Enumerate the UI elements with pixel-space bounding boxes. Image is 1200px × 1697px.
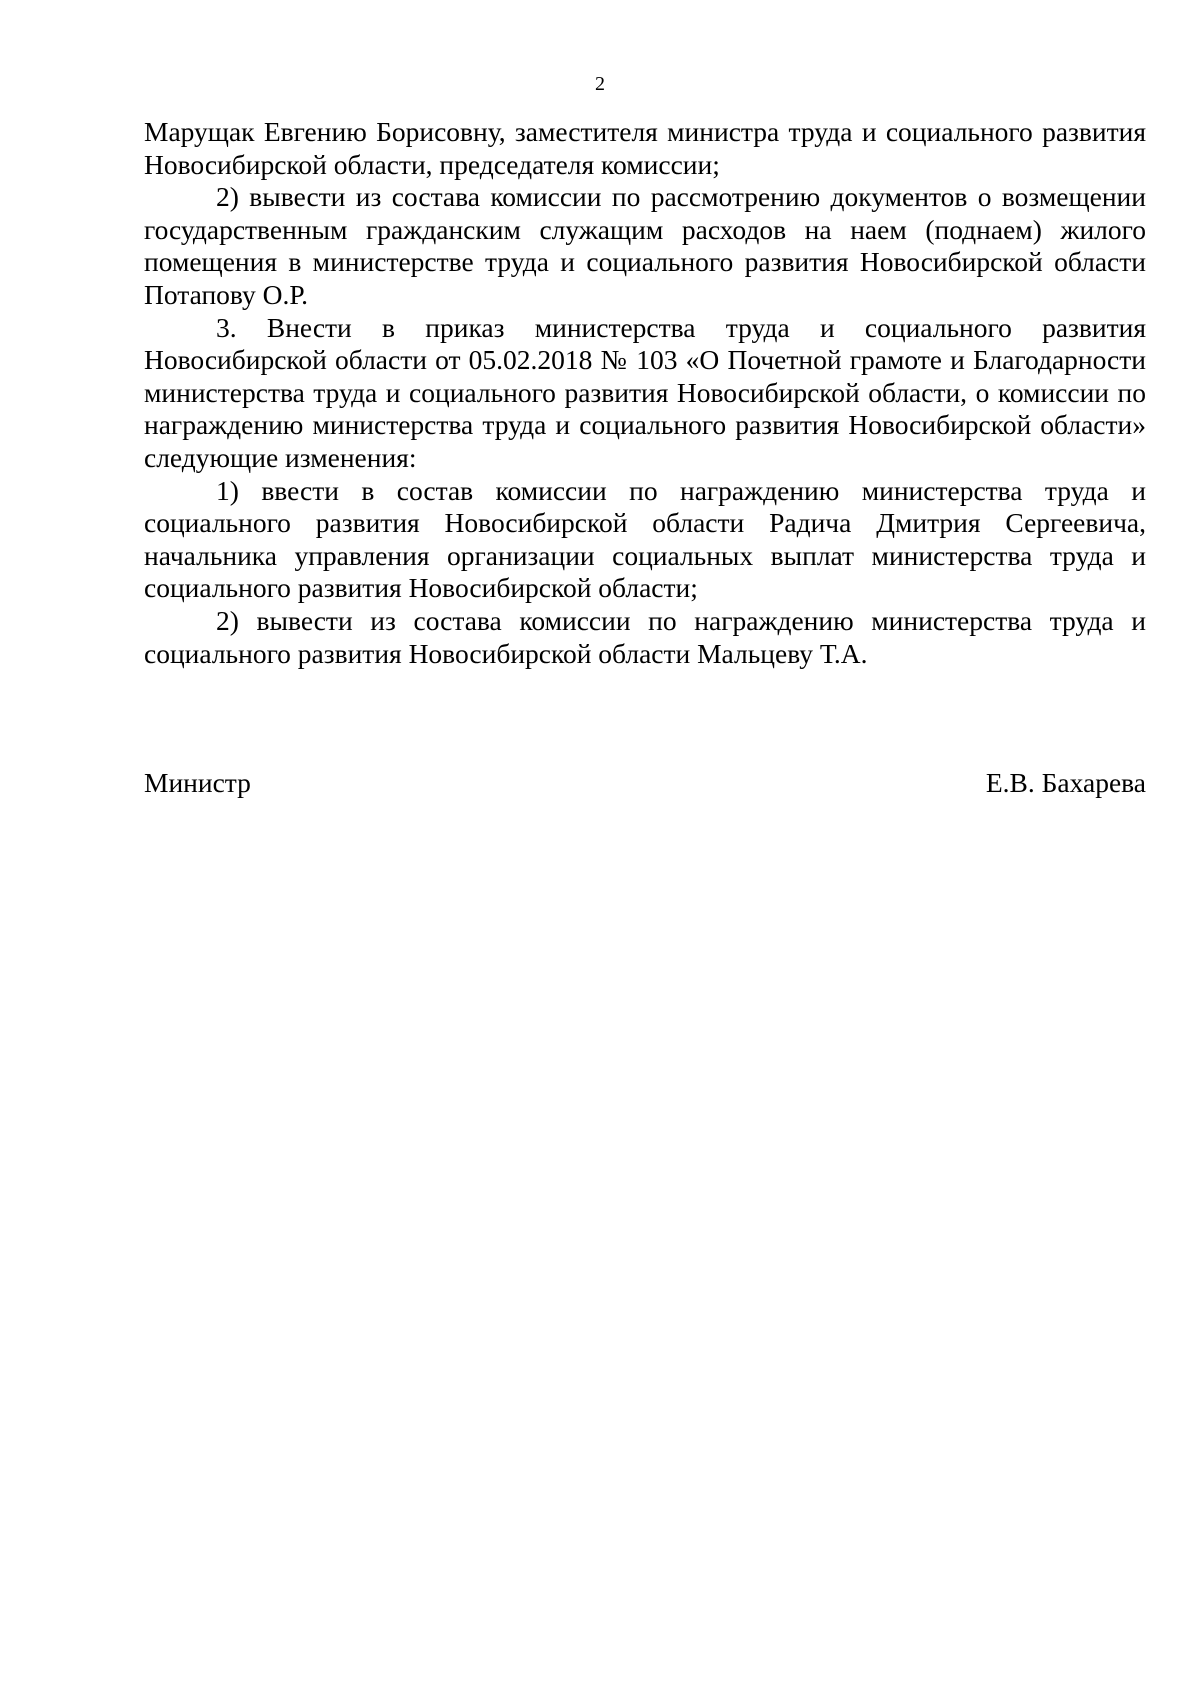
- document-body: [144, 116, 1146, 670]
- page-number: 2: [595, 73, 605, 95]
- paragraph-subitem-2-remove-maltseva: 2) вывести из состава комиссии по награждению министерства труда и социального развития Новосибирской области Мальцеву Т.А.: [144, 604, 1146, 669]
- paragraph-item-2-remove-potapova: 2) вывести из состава комиссии по рассмотрению документов о возмещении государственным гражданским служащим расходов на наем (поднаем) жилого помещения в министерстве труда и социального развития Новосибирской области Потапову О.Р.: [144, 181, 1146, 310]
- signatory-name: Е.В. Бахарева: [985, 767, 1146, 798]
- signature-block: [144, 767, 1146, 799]
- paragraph-continuation: Марущак Евгению Борисовну, заместителя министра труда и социального развития Новосибирской области, председателя комиссии;: [144, 116, 1146, 180]
- signatory-position: Министр: [144, 767, 251, 798]
- paragraph-subitem-1-add-radich: 1) ввести в состав комиссии по награждению министерства труда и социального развития Новосибирской области Радича Дмитрия Сергеевича, начальника управления организации социальных выплат министерства труда и социального развития Новосибирской области;: [144, 474, 1146, 604]
- paragraph-item-3-amend-order: 3. Внести в приказ министерства труда и социального развития Новосибирской области от 05.02.2018 № 103 «О Почетной грамоте и Благодарности министерства труда и социального развития Новосибирской области, о комиссии по награждению министерства труда и социального развития Новосибирской области» следующие изменения:: [144, 311, 1146, 473]
